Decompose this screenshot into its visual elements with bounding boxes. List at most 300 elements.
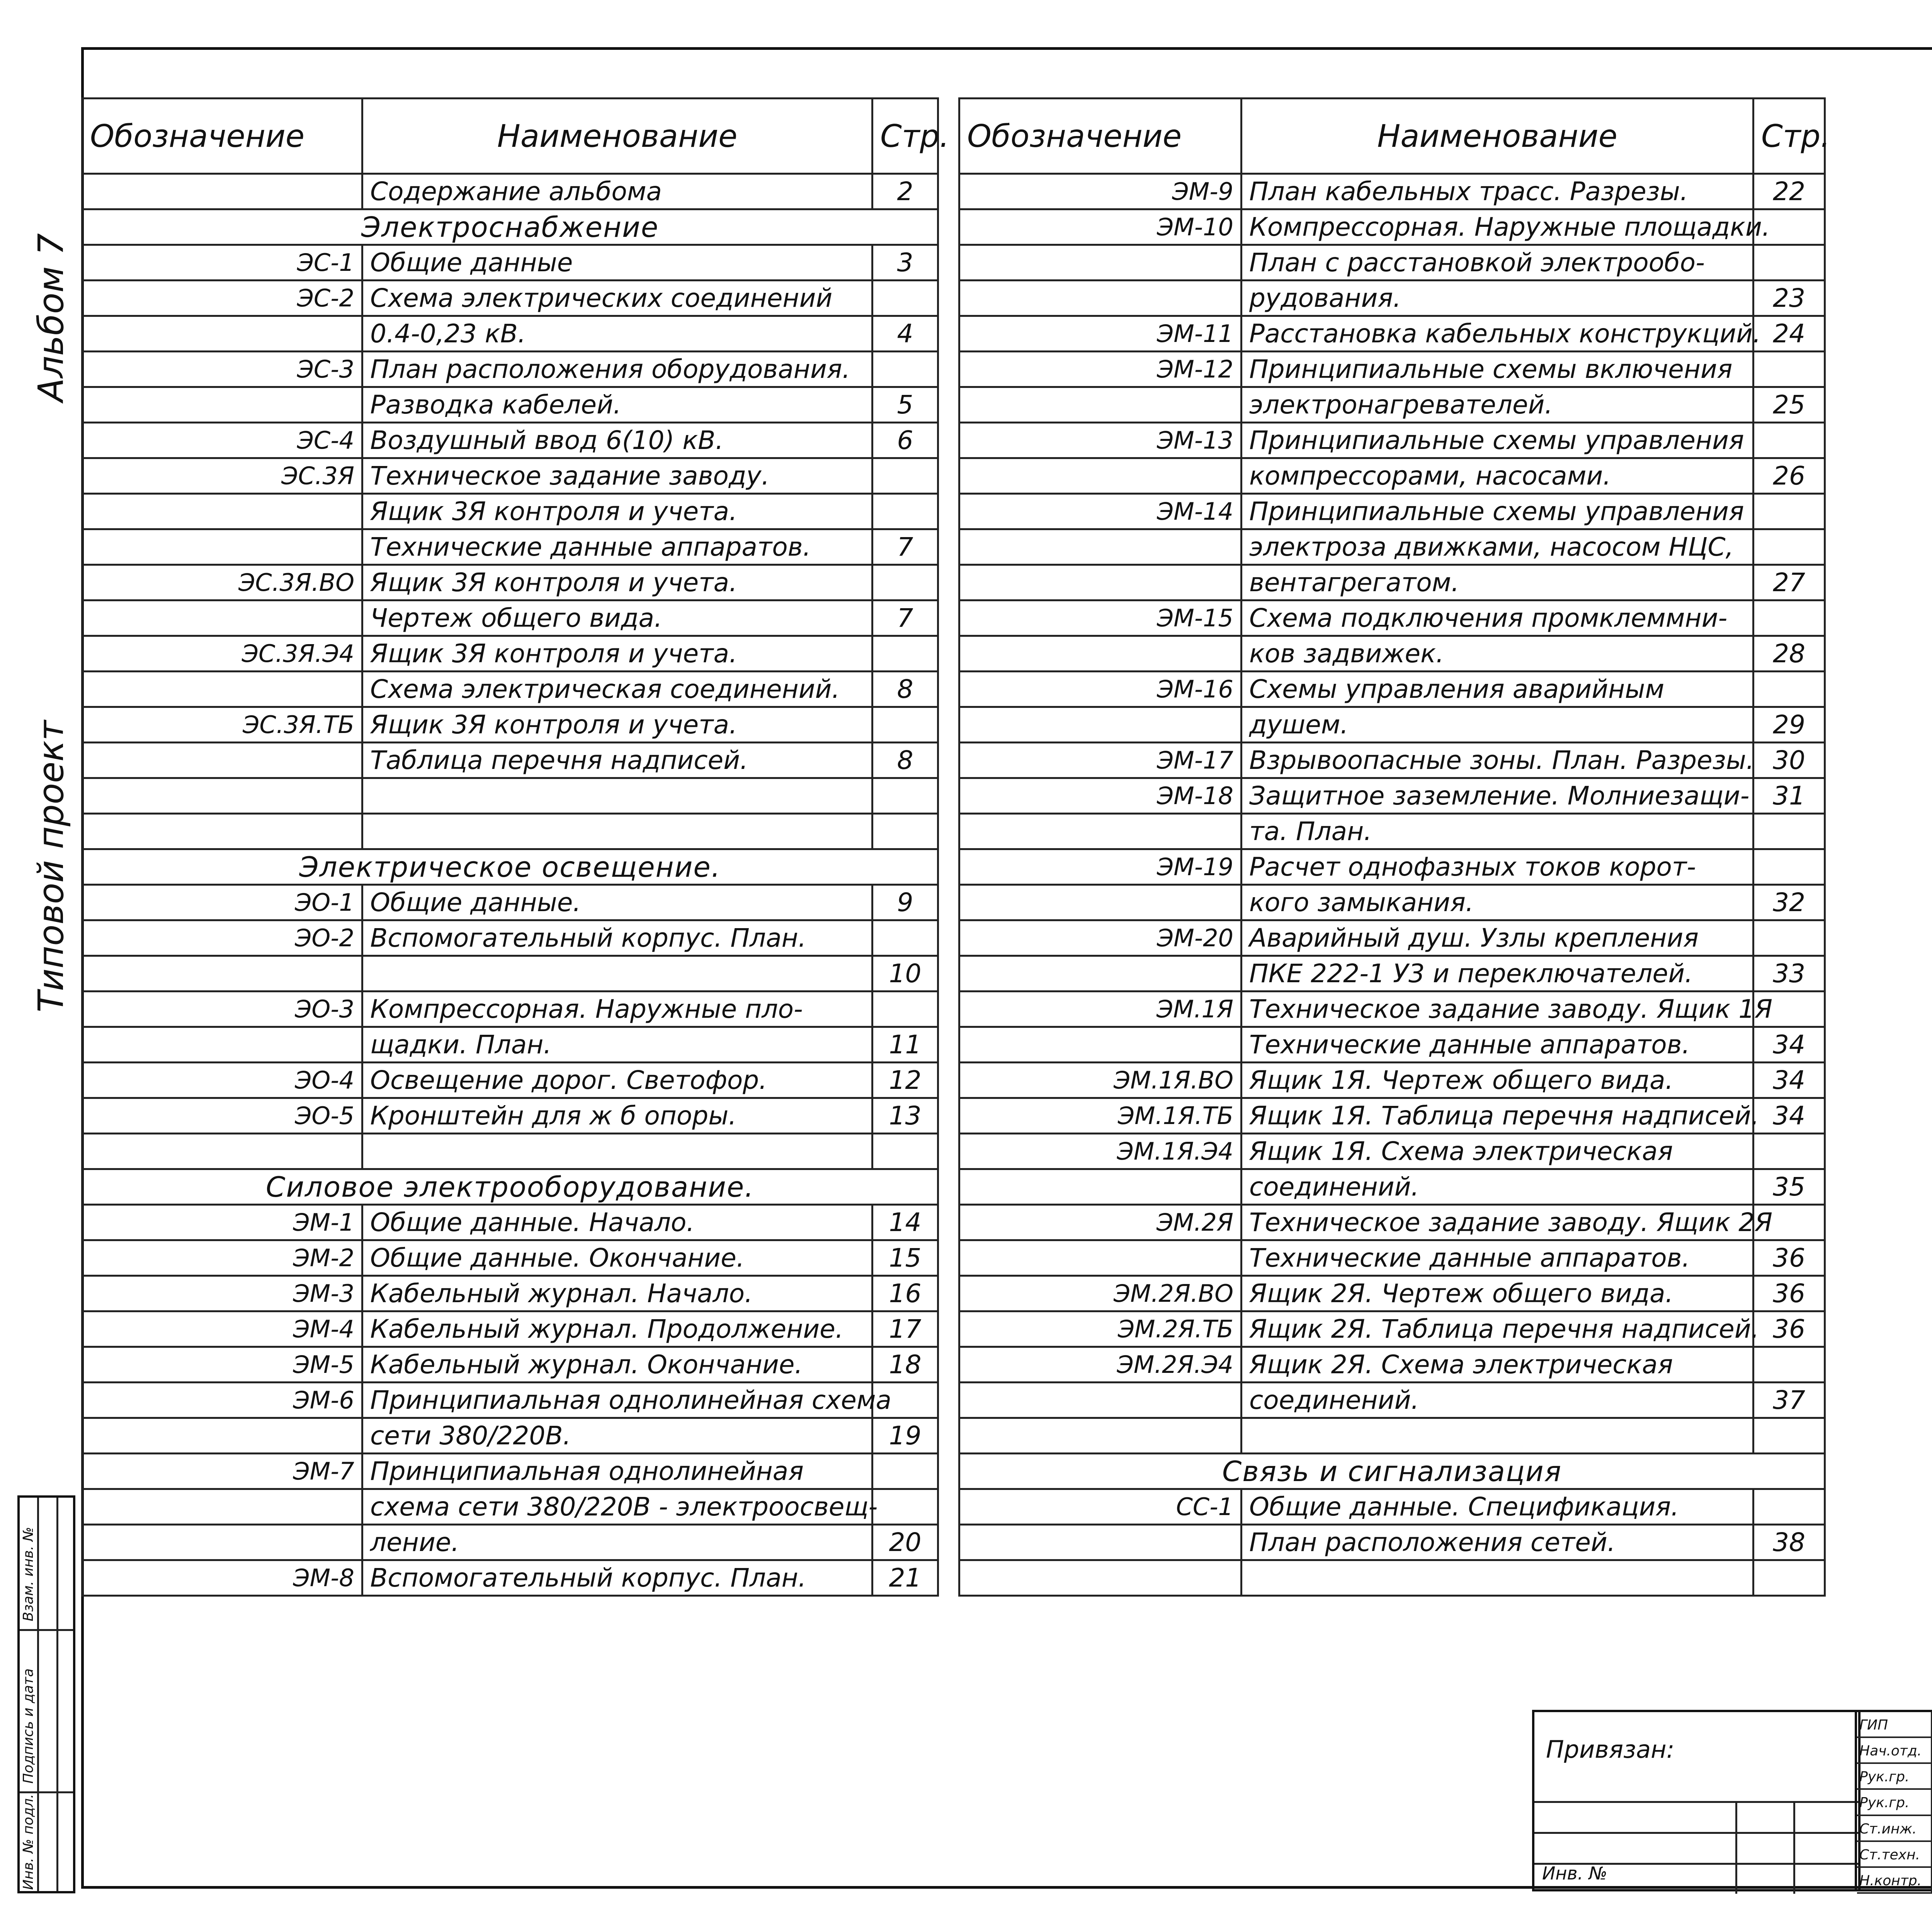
table-row	[82, 1454, 938, 1489]
designation-cell	[82, 778, 362, 814]
designation-cell	[959, 814, 1242, 849]
name-cell: соединений.	[1242, 1383, 1753, 1418]
designation-cell	[82, 316, 362, 352]
table-row	[82, 636, 938, 672]
name-cell: рудования.	[1242, 281, 1753, 316]
name-cell: Принципиальные схемы управления	[1242, 494, 1753, 529]
name-cell: компрессорами, насосами.	[1242, 458, 1753, 494]
table-row	[82, 1418, 938, 1454]
designation-cell	[959, 1027, 1242, 1063]
table-row	[82, 885, 938, 920]
name-cell	[1242, 1560, 1753, 1596]
name-cell: Кабельный журнал. Продолжение.	[362, 1311, 872, 1347]
designation-cell: ЭС-1	[82, 245, 362, 281]
table-row	[82, 423, 938, 458]
page-cell	[1753, 1418, 1825, 1454]
designation-cell: ЭМ-18	[959, 778, 1242, 814]
name-cell: Техническое задание заводу.	[362, 458, 872, 494]
designation-cell	[82, 1027, 362, 1063]
table-row	[959, 458, 1825, 494]
page-cell	[872, 458, 938, 494]
page-cell: 36	[1753, 1276, 1825, 1311]
table-row	[82, 1240, 938, 1276]
designation-cell: ЭМ.2Я.ВО	[959, 1276, 1242, 1311]
table-row	[82, 1063, 938, 1098]
page-cell: 17	[872, 1311, 938, 1347]
name-cell: ПКЕ 222-1 У3 и переключателей.	[1242, 956, 1753, 992]
page-cell: 30	[1753, 743, 1825, 778]
table-row	[959, 707, 1825, 743]
page-cell: 23	[1753, 281, 1825, 316]
name-cell: Ящик 2Я. Чертеж общего вида.	[1242, 1276, 1753, 1311]
name-cell: Ящик 3Я контроля и учета.	[362, 707, 872, 743]
designation-cell	[959, 565, 1242, 600]
name-cell: Защитное заземление. Молниезащи-	[1242, 778, 1753, 814]
header-page: Стр.	[1753, 99, 1825, 174]
designation-cell: ЭМ-10	[959, 209, 1242, 245]
designation-cell: ЭМ-2	[82, 1240, 362, 1276]
designation-cell: ЭМ.1Я.ВО	[959, 1063, 1242, 1098]
title-block	[1855, 1710, 1932, 1891]
page-cell	[1753, 529, 1825, 565]
name-cell: Техническое задание заводу. Ящик 1Я	[1242, 992, 1753, 1027]
page-cell	[872, 920, 938, 956]
designation-cell	[959, 245, 1242, 281]
page-cell: 13	[872, 1098, 938, 1134]
designation-cell: ЭО-3	[82, 992, 362, 1027]
table-row	[959, 814, 1825, 849]
designation-cell: ЭС.3Я.Э4	[82, 636, 362, 672]
designation-cell	[959, 1169, 1242, 1205]
name-cell: вентагрегатом.	[1242, 565, 1753, 600]
name-cell: Схемы управления аварийным	[1242, 672, 1753, 707]
table-row	[959, 387, 1825, 423]
designation-cell	[959, 1560, 1242, 1596]
designation-cell: ЭМ-17	[959, 743, 1242, 778]
header-name: Наименование	[1242, 99, 1753, 174]
table-row	[959, 778, 1825, 814]
designation-cell	[82, 743, 362, 778]
name-cell: 0.4-0,23 кВ.	[362, 316, 872, 352]
page-cell	[872, 814, 938, 849]
table-row	[959, 672, 1825, 707]
table-row	[82, 1525, 938, 1560]
page-cell	[1753, 1347, 1825, 1383]
page-cell	[1753, 849, 1825, 885]
name-cell	[1242, 1418, 1753, 1454]
binding-label: Привязан:	[1546, 1735, 1675, 1764]
designation-cell: ЭМ-6	[82, 1383, 362, 1418]
page-cell: 33	[1753, 956, 1825, 992]
designation-cell: ЭМ-7	[82, 1454, 362, 1489]
designation-cell	[82, 600, 362, 636]
table-row	[82, 1560, 938, 1596]
table-row	[82, 174, 938, 209]
page-cell: 34	[1753, 1063, 1825, 1098]
designation-cell: ЭМ-15	[959, 600, 1242, 636]
page-cell: 32	[1753, 885, 1825, 920]
name-cell: Техническое задание заводу. Ящик 2Я	[1242, 1205, 1753, 1240]
header-name: Наименование	[362, 99, 872, 174]
name-cell: План расположения сетей.	[1242, 1525, 1753, 1560]
designation-cell: ЭМ-14	[959, 494, 1242, 529]
designation-cell: ЭМ.2Я.ТБ	[959, 1311, 1242, 1347]
role-cell: Рук.гр.	[1857, 1764, 1932, 1788]
page-cell	[1753, 423, 1825, 458]
table-row	[959, 1027, 1825, 1063]
name-cell: Кабельный журнал. Начало.	[362, 1276, 872, 1311]
name-cell: Технические данные аппаратов.	[362, 529, 872, 565]
name-cell: Принципиальные схемы включения	[1242, 352, 1753, 387]
table-row	[959, 1418, 1825, 1454]
name-cell: Компрессорная. Наружные пло-	[362, 992, 872, 1027]
section-title: Электрическое освещение.	[82, 849, 938, 885]
table-row	[959, 743, 1825, 778]
table-row	[959, 1205, 1825, 1240]
designation-cell: ЭМ-13	[959, 423, 1242, 458]
table-row	[82, 920, 938, 956]
section-title: Силовое электрооборудование.	[82, 1169, 938, 1205]
name-cell: Кронштейн для ж б опоры.	[362, 1098, 872, 1134]
designation-cell	[959, 636, 1242, 672]
table-row	[959, 316, 1825, 352]
designation-cell: ЭС.3Я.ТБ	[82, 707, 362, 743]
page-cell: 6	[872, 423, 938, 458]
name-cell: План расположения оборудования.	[362, 352, 872, 387]
designation-cell	[82, 174, 362, 209]
section-row	[82, 209, 938, 245]
table-row	[82, 1489, 938, 1525]
name-cell: сети 380/220В.	[362, 1418, 872, 1454]
header-designation: Обозначение	[82, 99, 362, 174]
signature-row	[1857, 1764, 1932, 1790]
page-cell: 2	[872, 174, 938, 209]
table-row	[959, 352, 1825, 387]
name-cell: та. План.	[1242, 814, 1753, 849]
page-cell	[1753, 245, 1825, 281]
page-cell	[1753, 600, 1825, 636]
contents-table-right	[958, 97, 1830, 1597]
designation-cell	[959, 1525, 1242, 1560]
name-cell: Содержание альбома	[362, 174, 872, 209]
page-cell	[1753, 814, 1825, 849]
designation-cell	[82, 1418, 362, 1454]
designation-cell: ЭМ-1	[82, 1205, 362, 1240]
page-cell	[1753, 672, 1825, 707]
signature-row	[1857, 1712, 1932, 1738]
table-row	[82, 1134, 938, 1169]
name-cell	[362, 1134, 872, 1169]
table-row	[82, 992, 938, 1027]
table-row	[959, 565, 1825, 600]
designation-cell	[82, 1525, 362, 1560]
designation-cell	[82, 387, 362, 423]
name-cell: Вспомогательный корпус. План.	[362, 920, 872, 956]
page-cell	[1753, 1560, 1825, 1596]
table-row	[959, 1276, 1825, 1311]
role-cell: Рук.гр.	[1857, 1790, 1932, 1814]
designation-cell: ЭО-1	[82, 885, 362, 920]
page-cell: 38	[1753, 1525, 1825, 1560]
table-row	[82, 707, 938, 743]
designation-cell	[959, 1418, 1242, 1454]
table-row	[82, 1098, 938, 1134]
table-row	[82, 281, 938, 316]
page-cell	[872, 778, 938, 814]
name-cell: Технические данные аппаратов.	[1242, 1240, 1753, 1276]
name-cell: щадки. План.	[362, 1027, 872, 1063]
designation-cell: ЭО-4	[82, 1063, 362, 1098]
table-row	[959, 209, 1825, 245]
page-cell: 9	[872, 885, 938, 920]
page-cell	[872, 281, 938, 316]
signature-row	[1857, 1738, 1932, 1764]
name-cell: Вспомогательный корпус. План.	[362, 1560, 872, 1596]
name-cell: Ящик 3Я контроля и учета.	[362, 636, 872, 672]
table-row	[959, 600, 1825, 636]
table-row	[959, 1240, 1825, 1276]
designation-cell: ЭМ-16	[959, 672, 1242, 707]
section-row	[959, 1454, 1825, 1489]
table-row	[959, 992, 1825, 1027]
page-cell	[1753, 494, 1825, 529]
name-cell: Технические данные аппаратов.	[1242, 1027, 1753, 1063]
name-cell: Принципиальная однолинейная схема	[362, 1383, 872, 1418]
name-cell: Ящик 1Я. Таблица перечня надписей.	[1242, 1098, 1753, 1134]
section-title: Электроснабжение	[82, 209, 938, 245]
table-row	[82, 672, 938, 707]
name-cell: душем.	[1242, 707, 1753, 743]
name-cell: ление.	[362, 1525, 872, 1560]
page-cell	[1753, 920, 1825, 956]
designation-cell	[959, 956, 1242, 992]
name-cell: Освещение дорог. Светофор.	[362, 1063, 872, 1098]
table-row	[82, 1027, 938, 1063]
table-row	[82, 1383, 938, 1418]
page-cell	[872, 1489, 938, 1525]
page-cell: 8	[872, 672, 938, 707]
page-cell: 3	[872, 245, 938, 281]
name-cell: электроза движками, насосом НЦС,	[1242, 529, 1753, 565]
name-cell	[362, 956, 872, 992]
table-row	[959, 1525, 1825, 1560]
signature-row	[1857, 1868, 1932, 1894]
name-cell: Ящик 3Я контроля и учета.	[362, 565, 872, 600]
designation-cell	[959, 1383, 1242, 1418]
page-cell: 19	[872, 1418, 938, 1454]
table-row	[82, 1205, 938, 1240]
designation-cell: ЭС.3Я.ВО	[82, 565, 362, 600]
header-page: Стр.	[872, 99, 938, 174]
signature-row	[1857, 1816, 1932, 1842]
table-row	[82, 814, 938, 849]
name-cell: Общие данные	[362, 245, 872, 281]
page-cell	[872, 352, 938, 387]
table-header	[959, 99, 1825, 174]
table-row	[959, 245, 1825, 281]
designation-cell: ЭМ-11	[959, 316, 1242, 352]
designation-cell: ЭМ-9	[959, 174, 1242, 209]
name-cell: Общие данные. Спецификация.	[1242, 1489, 1753, 1525]
page-cell: 5	[872, 387, 938, 423]
table-row	[82, 956, 938, 992]
table-row	[82, 1347, 938, 1383]
designation-cell: ЭС-3	[82, 352, 362, 387]
table-row	[959, 529, 1825, 565]
designation-cell: ЭС.3Я	[82, 458, 362, 494]
table-row	[82, 494, 938, 529]
page-cell: 29	[1753, 707, 1825, 743]
name-cell: Ящик 1Я. Чертеж общего вида.	[1242, 1063, 1753, 1098]
page-cell: 36	[1753, 1240, 1825, 1276]
table-row	[959, 1383, 1825, 1418]
page-cell	[872, 636, 938, 672]
page-cell: 34	[1753, 1098, 1825, 1134]
page-cell	[1753, 1134, 1825, 1169]
designation-cell	[959, 281, 1242, 316]
page-cell: 4	[872, 316, 938, 352]
table-row	[82, 352, 938, 387]
page-cell: 10	[872, 956, 938, 992]
page-cell: 15	[872, 1240, 938, 1276]
name-cell: Общие данные. Окончание.	[362, 1240, 872, 1276]
page-cell: 7	[872, 600, 938, 636]
name-cell: кого замыкания.	[1242, 885, 1753, 920]
page-cell: 26	[1753, 458, 1825, 494]
designation-cell: ЭМ.1Я.Э4	[959, 1134, 1242, 1169]
table-row	[959, 423, 1825, 458]
name-cell	[362, 778, 872, 814]
table-row	[82, 458, 938, 494]
page-cell: 24	[1753, 316, 1825, 352]
page-cell: 14	[872, 1205, 938, 1240]
page-cell: 28	[1753, 636, 1825, 672]
table-row	[82, 565, 938, 600]
signature-row	[1857, 1842, 1932, 1868]
designation-cell: ЭМ.2Я	[959, 1205, 1242, 1240]
name-cell: Ящик 2Я. Таблица перечня надписей.	[1242, 1311, 1753, 1347]
designation-cell: ЭО-2	[82, 920, 362, 956]
name-cell: Общие данные.	[362, 885, 872, 920]
designation-cell: ЭМ-19	[959, 849, 1242, 885]
header-designation: Обозначение	[959, 99, 1242, 174]
designation-cell: ЭМ-4	[82, 1311, 362, 1347]
table-row	[959, 849, 1825, 885]
page-cell: 8	[872, 743, 938, 778]
designation-cell: ЭМ.1Я.ТБ	[959, 1098, 1242, 1134]
role-cell: Ст.техн.	[1857, 1842, 1932, 1866]
designation-cell: ЭМ-3	[82, 1276, 362, 1311]
designation-cell	[959, 1240, 1242, 1276]
designation-cell	[82, 529, 362, 565]
name-cell: Аварийный душ. Узлы крепления	[1242, 920, 1753, 956]
table-row	[959, 1098, 1825, 1134]
name-cell: электронагревателей.	[1242, 387, 1753, 423]
table-row	[82, 743, 938, 778]
designation-cell: ЭМ-12	[959, 352, 1242, 387]
name-cell: схема сети 380/220В - электроосвещ-	[362, 1489, 872, 1525]
table-row	[959, 956, 1825, 992]
name-cell: Ящик 2Я. Схема электрическая	[1242, 1347, 1753, 1383]
table-row	[959, 885, 1825, 920]
table-row	[959, 1134, 1825, 1169]
table-row	[82, 387, 938, 423]
name-cell: Таблица перечня надписей.	[362, 743, 872, 778]
table-row	[82, 316, 938, 352]
page-cell: 21	[872, 1560, 938, 1596]
table-row	[959, 1560, 1825, 1596]
section-title: Связь и сигнализация	[959, 1454, 1825, 1489]
page-cell: 27	[1753, 565, 1825, 600]
album-label: Альбом 7	[31, 233, 71, 402]
page-cell	[872, 494, 938, 529]
section-row	[82, 1169, 938, 1205]
table-row	[959, 1347, 1825, 1383]
table-row	[82, 778, 938, 814]
left-margin-stamp	[17, 1495, 75, 1893]
table-row	[959, 636, 1825, 672]
vzam-inv-label: Взам. инв. №	[20, 1527, 36, 1621]
page-cell	[1753, 1489, 1825, 1525]
name-cell: Расстановка кабельных конструкций.	[1242, 316, 1753, 352]
designation-cell: ЭМ.1Я	[959, 992, 1242, 1027]
role-cell: Н.контр.	[1857, 1868, 1932, 1892]
contents-table-left	[81, 97, 949, 1597]
designation-cell: ЭМ.2Я.Э4	[959, 1347, 1242, 1383]
name-cell: Схема подключения промклеммни-	[1242, 600, 1753, 636]
name-cell: ков задвижек.	[1242, 636, 1753, 672]
page-cell: 36	[1753, 1311, 1825, 1347]
role-cell: Ст.инж.	[1857, 1816, 1932, 1840]
name-cell: Разводка кабелей.	[362, 387, 872, 423]
page-cell	[872, 565, 938, 600]
name-cell: Взрывоопасные зоны. План. Разрезы.	[1242, 743, 1753, 778]
table-row	[959, 1311, 1825, 1347]
page-cell: 25	[1753, 387, 1825, 423]
name-cell: соединений.	[1242, 1169, 1753, 1205]
name-cell: Чертеж общего вида.	[362, 600, 872, 636]
table-header	[82, 99, 938, 174]
name-cell: Общие данные. Начало.	[362, 1205, 872, 1240]
project-label: Типовой проект	[31, 720, 71, 1012]
name-cell: План с расстановкой электрообо-	[1242, 245, 1753, 281]
page-cell	[872, 992, 938, 1027]
name-cell: Принципиальные схемы управления	[1242, 423, 1753, 458]
table-row	[82, 245, 938, 281]
table-row	[82, 1276, 938, 1311]
page-cell: 7	[872, 529, 938, 565]
designation-cell	[82, 672, 362, 707]
name-cell: Принципиальная однолинейная	[362, 1454, 872, 1489]
name-cell: Расчет однофазных токов корот-	[1242, 849, 1753, 885]
designation-cell	[82, 1489, 362, 1525]
designation-cell: ЭС-4	[82, 423, 362, 458]
designation-cell: ЭО-5	[82, 1098, 362, 1134]
page-cell: 31	[1753, 778, 1825, 814]
page-cell: 35	[1753, 1169, 1825, 1205]
table-row	[82, 1311, 938, 1347]
role-cell: ГИП	[1857, 1712, 1932, 1736]
name-cell: План кабельных трасс. Разрезы.	[1242, 174, 1753, 209]
table-row	[959, 920, 1825, 956]
name-cell: Схема электрическая соединений.	[362, 672, 872, 707]
designation-cell	[82, 956, 362, 992]
page-cell: 22	[1753, 174, 1825, 209]
name-cell: Воздушный ввод 6(10) кВ.	[362, 423, 872, 458]
signatures-grid	[1857, 1712, 1932, 1894]
section-row	[82, 849, 938, 885]
page-cell	[1753, 352, 1825, 387]
